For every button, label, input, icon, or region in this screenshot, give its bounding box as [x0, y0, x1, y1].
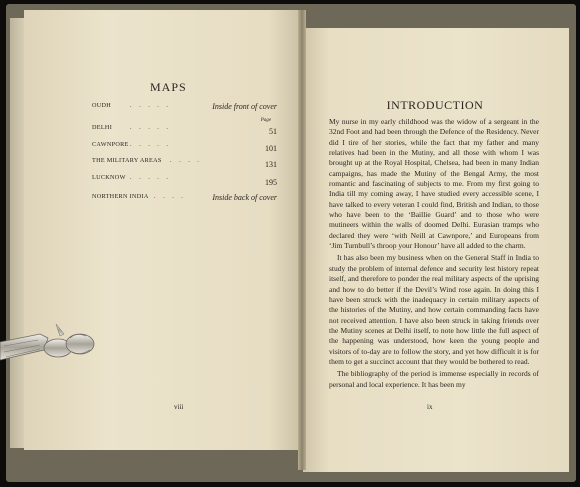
map-page-number: 51	[269, 127, 277, 136]
introduction-title: INTRODUCTION	[386, 98, 484, 112]
maps-title: MAPS	[150, 80, 187, 94]
map-page-number: 101	[265, 144, 277, 153]
map-page-number: 195	[265, 178, 277, 187]
map-name: OUDH	[92, 102, 112, 109]
leader-dots: . . . .	[170, 157, 202, 164]
introduction-body	[329, 117, 539, 390]
map-name: NORTHERN INDIA	[92, 193, 149, 200]
page-label: Page	[260, 118, 271, 123]
left-page-number: viii	[174, 403, 184, 411]
paper-knife-icon	[0, 316, 100, 376]
map-page-number: 131	[265, 160, 277, 169]
leader-dots: . . . . .	[130, 102, 171, 109]
map-location: Inside back of cover	[212, 193, 277, 202]
left-page	[24, 10, 302, 450]
paragraph: It has also been my business when on the General Staff in India to study the problem of internal defence and security lest history repeat itself, and therefore to ponder the real military aspects of the uprising and how to do better if the Devil’s Wind rose again. In doing this I have been struck with the inadequacy in certain military aspects of the histories of the Mutiny, and how certain commanding facts have not received attention. I have also been struck in taking friends over the Mutiny scenes at Delhi itself, to note how little the full aspect of the happening was understood, how keen the young people and visitors of to-day are to follow the story, and yet how difficult it is for them to get a succinct account that they would be bothered to read.	[329, 253, 539, 366]
map-name: CAWNPORE	[92, 141, 129, 148]
leader-dots: . . . . .	[130, 174, 171, 181]
map-name: LUCKNOW	[92, 174, 126, 181]
paragraph: My nurse in my early childhood was the widow of a sergeant in the 32nd Foot and had been through the Defence of the Residency. Never did I tire of her stories, while the fact that my father and many relatives had been in the Mutiny, and all those with whom I was brought up at the Royal Hospital, Chelsea, had been in many Indian campaigns, has made the Mutiny of the Bengal Army, the most romantic and fascinating of subjects to me. From my first going to India till my coming away, I have studied every accessible scene, I have talked to every veteran I could find, British and Indian, to those who have been to the ‘Baillie Guard’ and to those who were mutineers within the walls of doomed Delhi. Eurasian tramps who declared they were ‘with Neill at Cawnpore,’ and Europeans from ‘Jim Turnbull’s throop your Honour’ have all added to the charm.	[329, 117, 539, 251]
leader-dots: . . . .	[154, 193, 186, 200]
map-location: Inside front of cover	[212, 102, 277, 111]
paragraph: The bibliography of the period is immense especially in records of personal and local experience. It has been my	[329, 369, 539, 389]
leader-dots: . . . . .	[130, 141, 171, 148]
map-name: THE MILITARY AREAS	[92, 157, 162, 164]
map-name: DELHI	[92, 124, 113, 131]
book-gutter	[298, 10, 306, 470]
leader-dots: . . . . .	[130, 124, 171, 131]
right-page-number: ix	[427, 403, 433, 411]
